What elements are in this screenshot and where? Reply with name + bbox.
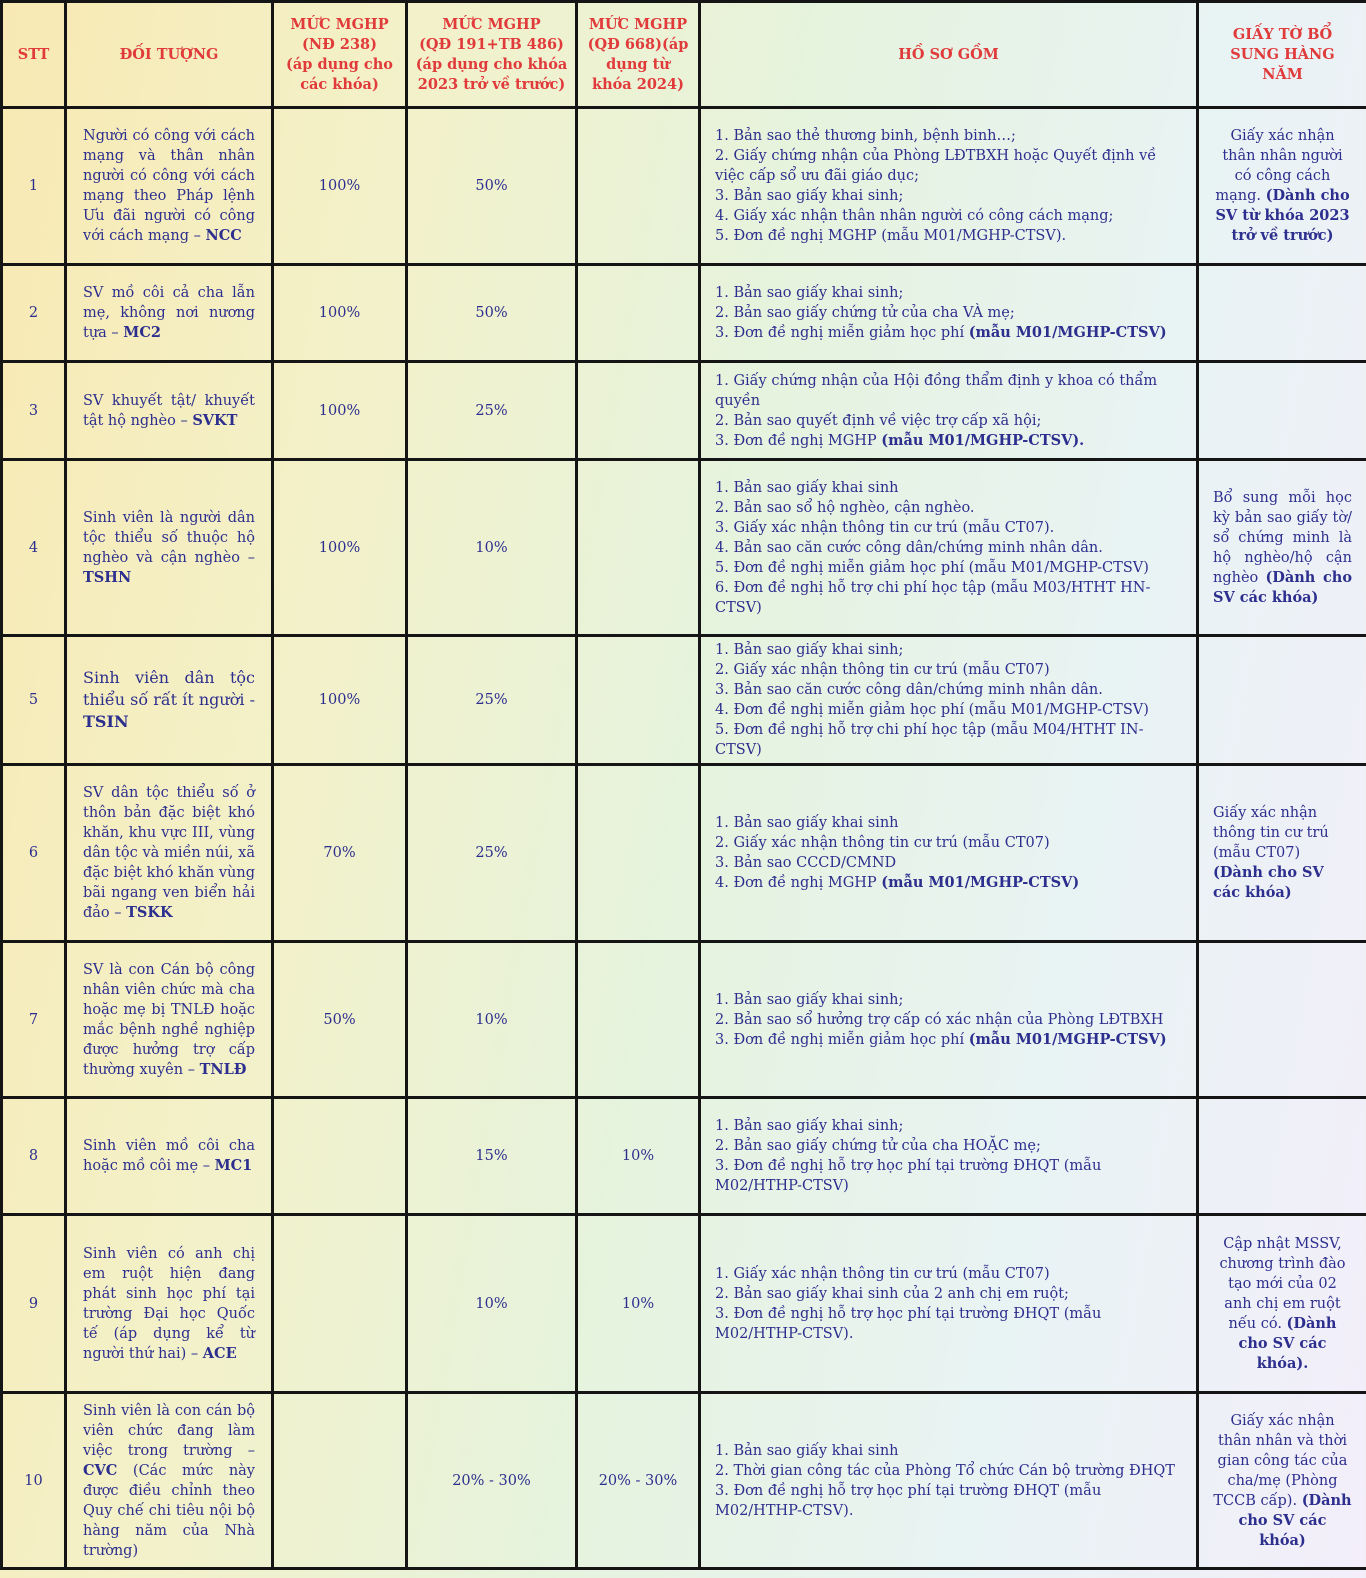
mghp-qd191-cell: 10%	[407, 942, 577, 1098]
annual-docs-cell	[1198, 1215, 1366, 1393]
target-cell	[66, 942, 273, 1098]
document-item	[715, 1010, 1182, 1030]
header-line: NĂM	[1262, 65, 1303, 83]
header-line: (QĐ 668)(áp	[587, 35, 689, 53]
document-text: 2. Bản sao quyết định về việc trợ cấp xã hội;	[715, 412, 1042, 429]
header-stt: STT	[2, 2, 66, 108]
annual-docs-cell	[1198, 1098, 1366, 1215]
document-item	[715, 1481, 1182, 1521]
document-item	[715, 431, 1182, 451]
table-row	[2, 460, 1366, 636]
annual-docs-cell	[1198, 362, 1366, 460]
annual-docs-cell	[1198, 942, 1366, 1098]
header-line: (QĐ 191+TB 486)	[419, 35, 564, 53]
document-item	[715, 226, 1182, 246]
document-text: 1. Bản sao thẻ thương binh, bệnh binh…;	[715, 128, 1016, 144]
document-text: 4. Đơn đề nghị miễn giảm học phí (mẫu M01/MGHP-CTSV)	[715, 702, 1149, 718]
document-item	[715, 146, 1182, 186]
document-item	[715, 813, 1182, 833]
mghp-qd668-cell: 10%	[577, 1215, 700, 1393]
target-code: CVC	[83, 1461, 118, 1479]
annual-docs-cell	[1198, 1393, 1366, 1569]
mghp-qd668-cell	[577, 942, 700, 1098]
mghp-nd238-cell	[273, 1215, 407, 1393]
target-text: Sinh viên là con cán bộ viên chức đang làm việc trong trường –	[83, 1402, 255, 1459]
document-text: 2. Giấy xác nhận thông tin cư trú (mẫu CT07)	[715, 835, 1050, 851]
document-item	[715, 1441, 1182, 1461]
mghp-qd191-cell: 50%	[407, 265, 577, 362]
stt-cell: 2	[2, 265, 66, 362]
stt-cell: 8	[2, 1098, 66, 1215]
header-line: dụng từ	[606, 55, 670, 73]
annual-docs-cell	[1198, 765, 1366, 942]
document-text: 2. Bản sao giấy chứng tử của cha VÀ mẹ;	[715, 305, 1015, 321]
table-row	[2, 362, 1366, 460]
stt-cell: 6	[2, 765, 66, 942]
document-text: 1. Bản sao giấy khai sinh;	[715, 285, 904, 301]
annual-docs-cell	[1198, 265, 1366, 362]
document-text: 1. Bản sao giấy khai sinh	[715, 1442, 899, 1459]
document-item	[715, 1304, 1182, 1344]
mghp-qd191-cell: 25%	[407, 765, 577, 942]
mghp-qd668-cell	[577, 460, 700, 636]
target-cell	[66, 108, 273, 265]
document-item	[715, 680, 1182, 700]
document-text: 3. Đơn đề nghị hỗ trợ học phí tại trường ĐHQT (mẫu M02/HTHP-CTSV).	[715, 1305, 1102, 1342]
table-row	[2, 108, 1366, 265]
mghp-nd238-cell: 100%	[273, 265, 407, 362]
header-ho-so: HỒ SƠ GỒM	[700, 2, 1198, 108]
document-item	[715, 186, 1182, 206]
header-line: 2023 trở về trước)	[417, 75, 566, 93]
target-cell	[66, 362, 273, 460]
document-text: 1. Giấy chứng nhận của Hội đồng thẩm định y khoa có thẩm quyền	[715, 372, 1158, 409]
document-item	[715, 498, 1182, 518]
target-text: SV dân tộc thiểu số ở thôn bản đặc biệt khó khăn, khu vực III, vùng dân tộc và miền núi, xã đặc biệt khó khăn vùng bãi ngang ven biển hải đảo –	[83, 785, 255, 921]
document-text: 4. Bản sao căn cước công dân/chứng minh nhân dân.	[715, 539, 1103, 556]
document-text: 2. Bản sao sổ hộ nghèo, cận nghèo.	[715, 499, 975, 516]
document-text: 5. Đơn đề nghị hỗ trợ chi phí học tập (mẫu M04/HTHT IN-CTSV)	[715, 722, 1144, 758]
target-cell	[66, 1215, 273, 1393]
annual-docs-note: (Dành cho SV các khóa)	[1213, 568, 1352, 606]
target-code: TSKK	[126, 904, 173, 921]
document-text: 3. Bản sao giấy khai sinh;	[715, 188, 904, 204]
header-doi-tuong: ĐỐI TƯỢNG	[66, 2, 273, 108]
table-row	[2, 765, 1366, 942]
document-item	[715, 1030, 1182, 1050]
target-text: SV mồ côi cả cha lẫn mẹ, không nơi nương tựa –	[83, 285, 255, 341]
target-cell	[66, 765, 273, 942]
document-text: 2. Thời gian công tác của Phòng Tổ chức Cán bộ trường ĐHQT	[715, 1462, 1175, 1479]
document-item	[715, 126, 1182, 146]
target-text: Sinh viên mồ côi cha hoặc mồ côi mẹ –	[83, 1138, 255, 1174]
document-form-code: (mẫu M01/MGHP-CTSV)	[881, 874, 1080, 891]
mghp-qd191-cell: 10%	[407, 460, 577, 636]
header-line: SUNG HÀNG	[1230, 45, 1335, 63]
target-text: Sinh viên dân tộc thiểu số rất ít người -	[83, 668, 255, 709]
target-cell	[66, 265, 273, 362]
header-line: các khóa)	[300, 75, 379, 93]
documents-cell	[700, 636, 1198, 765]
target-code: TNLĐ	[199, 1060, 247, 1078]
mghp-qd668-cell	[577, 265, 700, 362]
document-text: 1. Bản sao giấy khai sinh	[715, 479, 899, 496]
document-text: 5. Đơn đề nghị MGHP (mẫu M01/MGHP-CTSV).	[715, 228, 1067, 244]
annual-docs-note: (Dành cho SV từ khóa 2023 trở về trước)	[1215, 187, 1350, 244]
mghp-nd238-cell: 100%	[273, 636, 407, 765]
documents-cell	[700, 265, 1198, 362]
target-text: Sinh viên là người dân tộc thiểu số thuộc hộ nghèo và cận nghèo –	[83, 509, 255, 566]
document-item	[715, 1156, 1182, 1196]
annual-docs-text: Giấy xác nhận thân nhân và thời gian công tác của cha/mẹ (Phòng TCCB cấp).	[1213, 1412, 1348, 1509]
document-text: 1. Bản sao giấy khai sinh;	[715, 642, 904, 658]
document-text: 3. Đơn đề nghị miễn giảm học phí	[715, 325, 969, 341]
documents-cell	[700, 1098, 1198, 1215]
target-text: SV là con Cán bộ công nhân viên chức mà cha hoặc mẹ bị TNLĐ hoặc mắc bệnh nghề nghiệp được hưởng trợ cấp thường xuyên –	[83, 961, 255, 1078]
document-item	[715, 518, 1182, 538]
document-item	[715, 323, 1182, 343]
mghp-qd668-cell: 10%	[577, 1098, 700, 1215]
document-text: 5. Đơn đề nghị miễn giảm học phí (mẫu M01/MGHP-CTSV)	[715, 559, 1149, 576]
stt-cell: 1	[2, 108, 66, 265]
header-line: MỨC MGHP	[588, 15, 688, 33]
document-item	[715, 1116, 1182, 1136]
annual-docs-text: Bổ sung mỗi học kỳ bản sao giấy tờ/ sổ chứng minh là hộ nghèo/hộ cận nghèo	[1213, 489, 1352, 586]
document-item	[715, 1461, 1182, 1481]
stt-cell: 10	[2, 1393, 66, 1569]
document-item	[715, 853, 1182, 873]
target-text: Sinh viên có anh chị em ruột hiện đang phát sinh học phí tại trường Đại học Quốc tế (áp dụng kể từ người thứ hai) –	[83, 1245, 255, 1362]
table-row	[2, 1393, 1366, 1569]
document-text: 6. Đơn đề nghị hỗ trợ chi phí học tập (mẫu M03/HTHT HN-CTSV)	[715, 579, 1151, 616]
documents-cell	[700, 1215, 1198, 1393]
table-row	[2, 1215, 1366, 1393]
document-form-code: (mẫu M01/MGHP-CTSV).	[881, 431, 1085, 449]
document-text: 2. Giấy chứng nhận của Phòng LĐTBXH hoặc Quyết định về việc cấp sổ ưu đãi giáo dục;	[715, 148, 1157, 184]
target-code: ACE	[202, 1344, 237, 1362]
document-text: 2. Giấy xác nhận thông tin cư trú (mẫu CT07)	[715, 662, 1050, 678]
header-line: GIẤY TỜ BỔ	[1232, 25, 1333, 43]
target-text: SV khuyết tật/ khuyết tật hộ nghèo –	[83, 392, 255, 429]
document-item	[715, 660, 1182, 680]
mghp-qd668-cell	[577, 765, 700, 942]
document-text: 2. Bản sao sổ hưởng trợ cấp có xác nhận của Phòng LĐTBXH	[715, 1011, 1164, 1028]
mghp-qd191-cell: 10%	[407, 1215, 577, 1393]
target-code: TSHN	[83, 568, 132, 586]
document-text: 1. Bản sao giấy khai sinh;	[715, 991, 904, 1008]
mghp-qd191-cell: 25%	[407, 636, 577, 765]
header-line: (áp dụng cho khóa	[415, 55, 568, 73]
mghp-nd238-cell: 100%	[273, 362, 407, 460]
header-line: (NĐ 238)	[302, 35, 377, 53]
target-code: NCC	[205, 227, 242, 244]
mghp-nd238-cell	[273, 1098, 407, 1215]
annual-docs-note: (Dành cho SV các khóa)	[1213, 864, 1324, 901]
document-text: 3. Đơn đề nghị miễn giảm học phí	[715, 1031, 969, 1048]
document-item	[715, 700, 1182, 720]
document-item	[715, 371, 1182, 411]
annual-docs-cell	[1198, 460, 1366, 636]
annual-docs-cell	[1198, 108, 1366, 265]
document-text: 3. Giấy xác nhận thông tin cư trú (mẫu CT07).	[715, 519, 1055, 536]
document-text: 2. Bản sao giấy chứng tử của cha HOẶC mẹ;	[715, 1138, 1041, 1154]
annual-docs-text: Giấy xác nhận thông tin cư trú (mẫu CT07)	[1213, 805, 1329, 861]
mghp-qd668-cell	[577, 108, 700, 265]
mghp-nd238-cell: 100%	[273, 460, 407, 636]
target-cell	[66, 636, 273, 765]
header-line: khóa 2024)	[592, 75, 684, 93]
document-text: 3. Bản sao căn cước công dân/chứng minh nhân dân.	[715, 682, 1103, 698]
target-cell	[66, 1393, 273, 1569]
mghp-nd238-cell: 50%	[273, 942, 407, 1098]
target-note: (Các mức này được điều chỉnh theo Quy chế chi tiêu nội bộ hàng năm của Nhà trường)	[83, 1462, 255, 1559]
table-row	[2, 265, 1366, 362]
target-code: TSIN	[83, 712, 129, 731]
header-row	[2, 2, 1366, 108]
header-mghp-nd238	[273, 2, 407, 108]
mghp-qd191-cell: 20% - 30%	[407, 1393, 577, 1569]
document-item	[715, 1264, 1182, 1284]
document-item	[715, 833, 1182, 853]
document-item	[715, 538, 1182, 558]
document-item	[715, 478, 1182, 498]
mghp-qd191-cell: 25%	[407, 362, 577, 460]
table-row	[2, 636, 1366, 765]
annual-docs-text: Giấy xác nhận thân nhân người có công cách mạng.	[1215, 128, 1343, 204]
target-code: SVKT	[192, 411, 238, 429]
stt-cell: 3	[2, 362, 66, 460]
document-item	[715, 578, 1182, 618]
document-text: 3. Đơn đề nghị MGHP	[715, 432, 882, 449]
header-mghp-qd668	[577, 2, 700, 108]
table-row	[2, 1098, 1366, 1215]
document-item	[715, 558, 1182, 578]
document-form-code: (mẫu M01/MGHP-CTSV)	[968, 324, 1167, 341]
stt-cell: 5	[2, 636, 66, 765]
mghp-qd191-cell: 50%	[407, 108, 577, 265]
stt-cell: 7	[2, 942, 66, 1098]
documents-cell	[700, 460, 1198, 636]
table-row	[2, 942, 1366, 1098]
annual-docs-cell	[1198, 636, 1366, 765]
document-text: 4. Giấy xác nhận thân nhân người có công cách mạng;	[715, 208, 1114, 224]
document-text: 1. Bản sao giấy khai sinh	[715, 815, 899, 831]
documents-cell	[700, 362, 1198, 460]
mghp-nd238-cell: 100%	[273, 108, 407, 265]
document-text: 4. Đơn đề nghị MGHP	[715, 875, 882, 891]
document-item	[715, 206, 1182, 226]
document-text: 3. Đơn đề nghị hỗ trợ học phí tại trường ĐHQT (mẫu M02/HTHP-CTSV)	[715, 1158, 1102, 1194]
target-text: Người có công với cách mạng và thân nhân người có công với cách mạng theo Pháp lệnh Ưu đãi người có công với cách mạng –	[83, 128, 255, 244]
header-line: MỨC MGHP	[442, 15, 541, 33]
document-form-code: (mẫu M01/MGHP-CTSV)	[968, 1030, 1167, 1048]
header-mghp-qd191	[407, 2, 577, 108]
documents-cell	[700, 1393, 1198, 1569]
document-item	[715, 1136, 1182, 1156]
mghp-qd668-cell	[577, 362, 700, 460]
stt-cell: 9	[2, 1215, 66, 1393]
target-cell	[66, 460, 273, 636]
documents-cell	[700, 765, 1198, 942]
document-text: 2. Bản sao giấy khai sinh của 2 anh chị em ruột;	[715, 1285, 1069, 1302]
mghp-qd191-cell: 15%	[407, 1098, 577, 1215]
document-item	[715, 720, 1182, 760]
stt-cell: 4	[2, 460, 66, 636]
target-code: MC2	[123, 324, 161, 341]
document-item	[715, 303, 1182, 323]
annual-docs-note: (Dành cho SV các khóa)	[1238, 1491, 1352, 1549]
document-text: 3. Đơn đề nghị hỗ trợ học phí tại trường ĐHQT (mẫu M02/HTHP-CTSV).	[715, 1482, 1102, 1519]
document-item	[715, 1284, 1182, 1304]
target-code: MC1	[214, 1157, 253, 1174]
document-text: 1. Bản sao giấy khai sinh;	[715, 1118, 904, 1134]
header-line: MỨC MGHP	[290, 15, 389, 33]
mghp-qd668-cell: 20% - 30%	[577, 1393, 700, 1569]
annual-docs-note: (Dành cho SV các khóa).	[1238, 1314, 1337, 1372]
header-line: (áp dụng cho	[286, 55, 393, 73]
document-item	[715, 640, 1182, 660]
document-item	[715, 411, 1182, 431]
document-item	[715, 873, 1182, 893]
documents-cell	[700, 942, 1198, 1098]
mghp-nd238-cell	[273, 1393, 407, 1569]
mghp-nd238-cell: 70%	[273, 765, 407, 942]
document-item	[715, 990, 1182, 1010]
document-text: 3. Bản sao CCCD/CMND	[715, 855, 897, 871]
target-cell	[66, 1098, 273, 1215]
document-item	[715, 283, 1182, 303]
annual-docs-text: Cập nhật MSSV, chương trình đào tạo mới của 02 anh chị em ruột nếu có.	[1219, 1235, 1346, 1332]
header-bo-sung	[1198, 2, 1366, 108]
mghp-qd668-cell	[577, 636, 700, 765]
document-text: 1. Giấy xác nhận thông tin cư trú (mẫu CT07)	[715, 1265, 1050, 1282]
documents-cell	[700, 108, 1198, 265]
